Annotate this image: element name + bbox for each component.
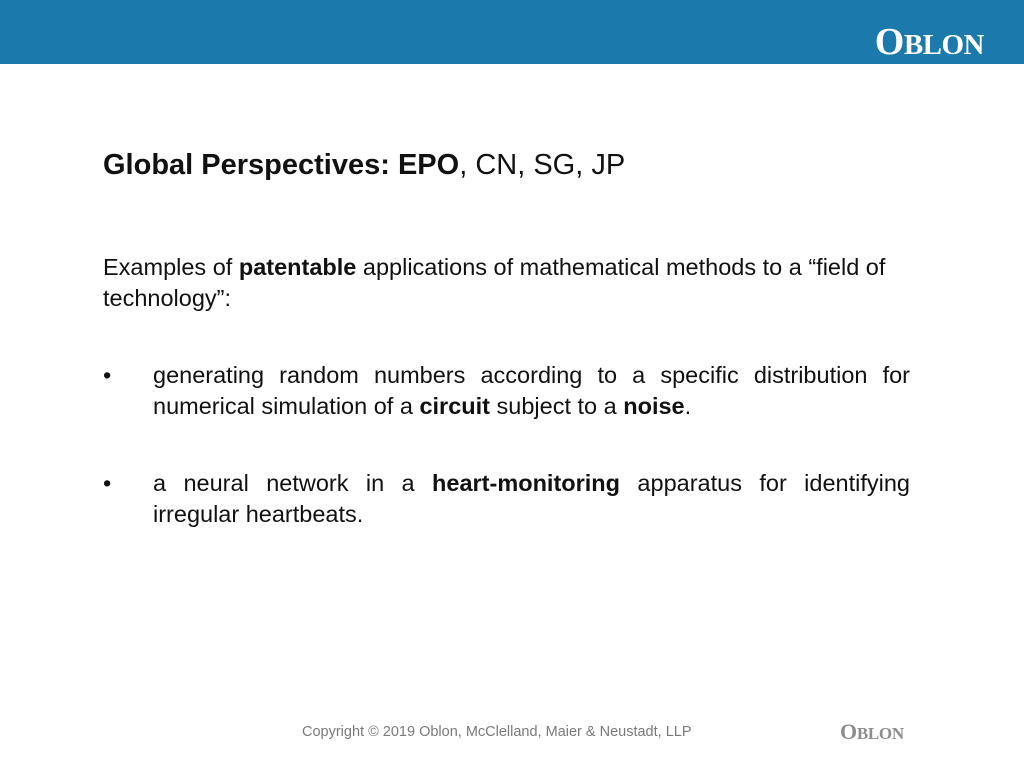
bullet-list <box>103 360 910 576</box>
footer-logo-initial: O <box>840 719 857 744</box>
footer-copyright: Copyright © 2019 Oblon, McClelland, Maier & Neustadt, LLP <box>302 724 692 740</box>
footer-logo-rest: BLON <box>856 724 904 743</box>
oblon-logo <box>875 22 984 62</box>
header-band <box>0 0 1024 64</box>
intro-bold: patentable <box>238 254 357 280</box>
oblon-footer-logo <box>840 718 904 746</box>
slide-title-bold: Global Perspectives: EPO <box>103 149 460 181</box>
intro-pre: Examples of <box>103 254 239 280</box>
bullet-text: . <box>684 393 692 419</box>
bullet-bold: heart-monitoring <box>432 470 621 496</box>
bullet-item <box>103 468 910 530</box>
bullet-marker: • <box>103 470 112 496</box>
bullet-bold: noise <box>623 393 685 419</box>
intro-paragraph <box>103 252 910 314</box>
bullet-item <box>103 360 910 422</box>
logo-initial: O <box>874 21 904 63</box>
bullet-text: apparatus for identifying irregular heartbeats. <box>153 470 910 527</box>
bullet-marker: • <box>103 362 112 388</box>
intro-post: applications of mathematical methods to a “field of technology”: <box>103 254 886 311</box>
logo-rest: BLON <box>903 29 984 61</box>
bullet-text: generating random numbers according to a specific distribution for numerical simulation of a <box>153 362 910 419</box>
slide-title-normal: , CN, SG, JP <box>459 149 626 181</box>
slide-title <box>103 145 625 185</box>
bullet-text: subject to a <box>489 393 624 419</box>
bullet-bold: circuit <box>419 393 490 419</box>
bullet-text: a neural network in a <box>153 470 433 496</box>
